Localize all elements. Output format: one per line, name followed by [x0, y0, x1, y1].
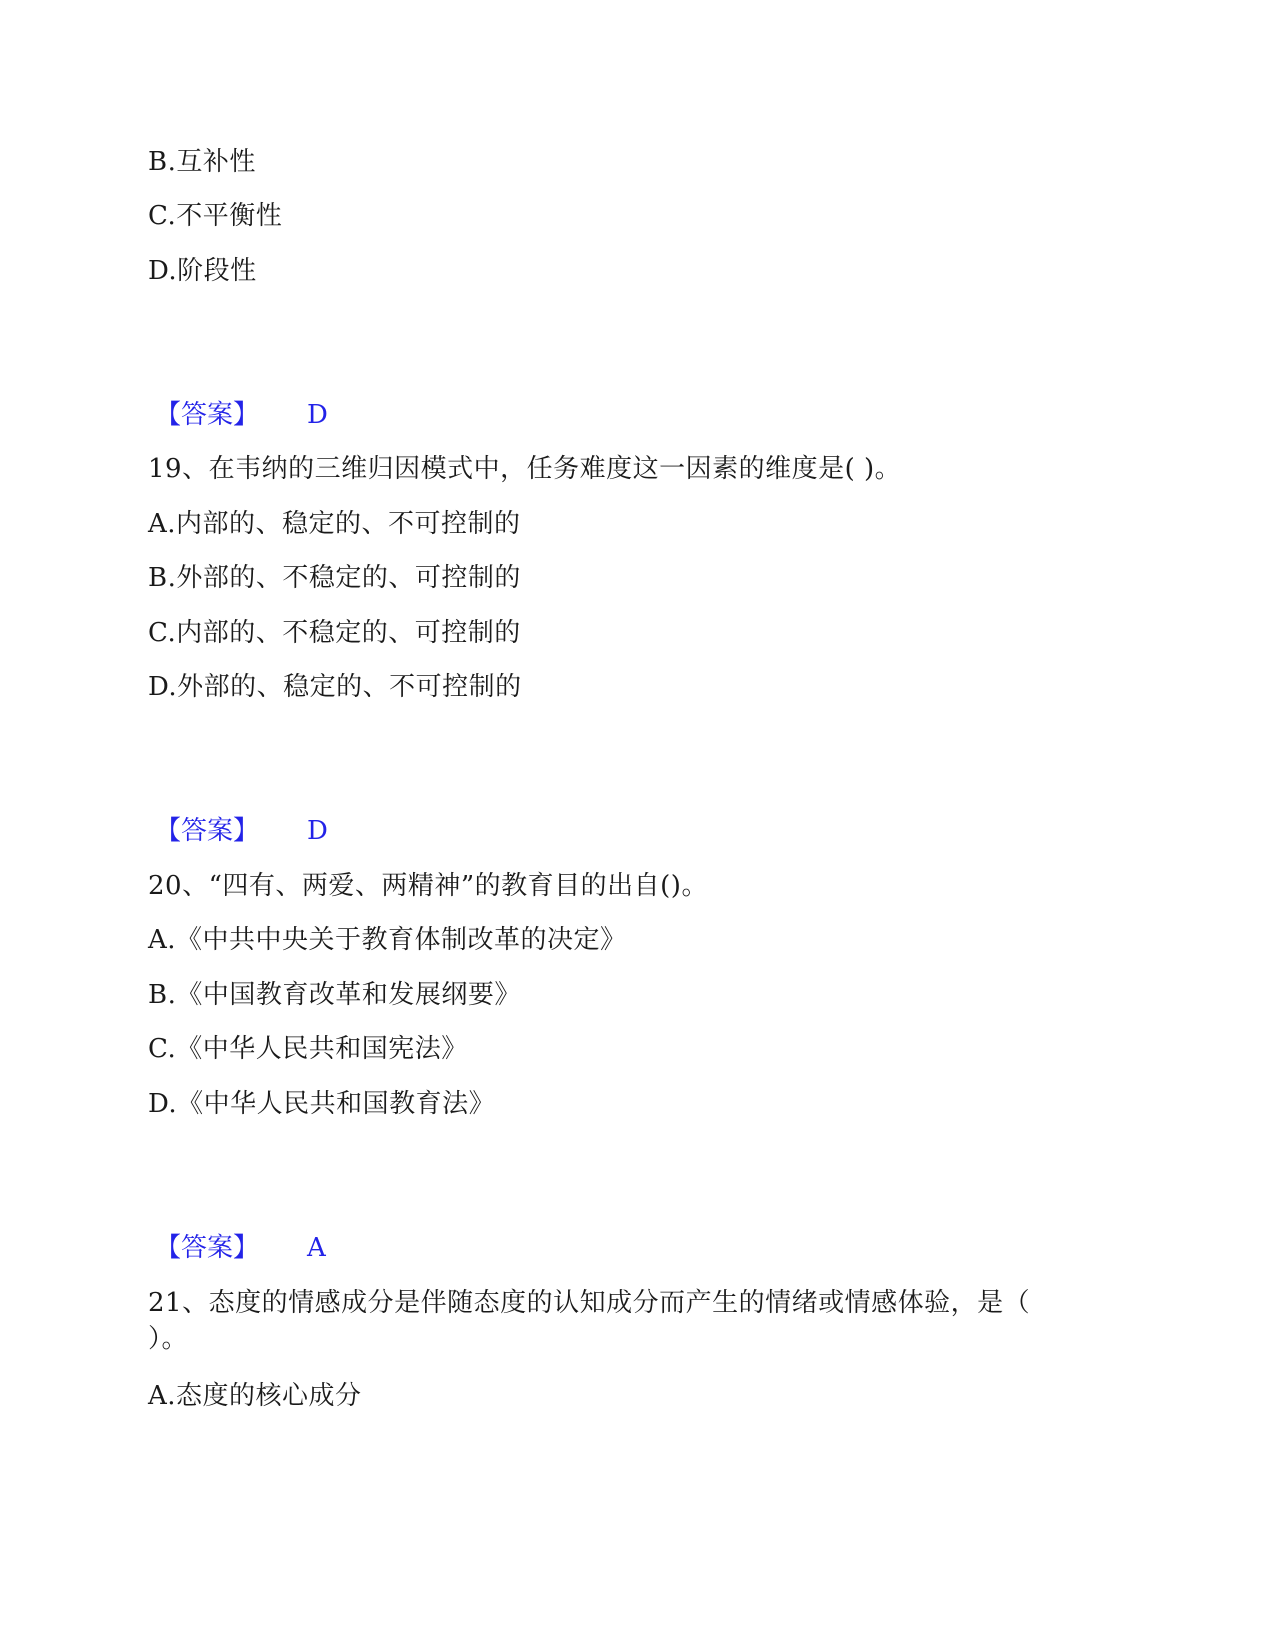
- q19-answer: [155, 814, 328, 848]
- q21-stem-line-1: 21、态度的情感成分是伴随态度的认知成分而产生的情绪或情感体验，是（: [148, 1288, 1031, 1318]
- q18-option-c: C.不平衡性: [148, 201, 283, 231]
- q18-answer: [155, 398, 328, 432]
- q21-stem-line-2: ）。: [148, 1324, 189, 1354]
- q19-option-d: D.外部的、稳定的、不可控制的: [148, 672, 522, 702]
- q20-option-d: D.《中华人民共和国教育法》: [148, 1089, 496, 1119]
- answer-label: 【答案】: [155, 400, 260, 430]
- q18-option-b: B.互补性: [148, 147, 256, 177]
- q18-option-d: D.阶段性: [148, 256, 257, 286]
- q21-option-a: A.态度的核心成分: [148, 1381, 362, 1411]
- q20-answer: [155, 1231, 326, 1265]
- answer-value: D: [307, 400, 328, 430]
- q19-stem: 19、在韦纳的三维归因模式中，任务难度这一因素的维度是( )。: [148, 454, 902, 484]
- q20-option-c: C.《中华人民共和国宪法》: [148, 1034, 468, 1064]
- q19-option-c: C.内部的、不稳定的、可控制的: [148, 618, 521, 648]
- answer-label: 【答案】: [155, 1233, 260, 1263]
- q19-option-b: B.外部的、不稳定的、可控制的: [148, 563, 521, 593]
- answer-value: D: [307, 816, 328, 846]
- q20-stem: 20、“四有、两爱、两精神”的教育目的出自()。: [148, 871, 708, 901]
- q19-option-a: A.内部的、稳定的、不可控制的: [148, 509, 521, 539]
- q20-option-b: B.《中国教育改革和发展纲要》: [148, 980, 521, 1010]
- answer-value: A: [307, 1233, 326, 1263]
- answer-label: 【答案】: [155, 816, 260, 846]
- q20-option-a: A.《中共中央关于教育体制改革的决定》: [148, 925, 627, 955]
